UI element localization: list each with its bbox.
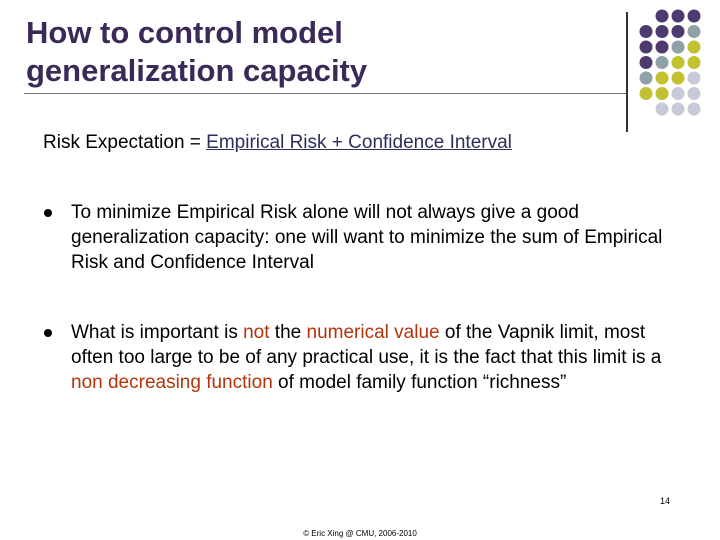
title-divider [24,93,628,94]
decorative-dot [688,10,701,23]
footer-text: © Eric Xing @ CMU, 2006-2010 [303,529,417,538]
decorative-dot [640,25,653,38]
bullet-2-part-5: of the Vapnik limit, most often too large to be of any practical use, it is the fact that this limit is a [71,322,662,368]
decorative-dot [656,103,669,116]
risk-equation-prefix: Risk Expectation = [43,132,207,153]
bullet-dot [44,209,52,217]
decorative-dot [656,87,669,100]
decorative-dot [688,87,701,100]
decorative-dot [672,56,685,69]
decorative-dot [656,56,669,69]
bullet-text-1: To minimize Empirical Risk alone will not always give a good generalization capacity: one will want to minimize the sum of Empirical Risk and Confidence Interval [71,202,663,273]
decorative-dot [688,103,701,116]
decorative-dot [672,10,685,23]
decorative-dot [672,25,685,38]
bullet-dot [44,329,52,337]
bullet-item-1 [44,200,664,275]
bullet-text-2 [71,320,664,395]
bullet-item-2 [44,320,664,395]
decorative-dot [672,41,685,54]
decorative-dot [640,56,653,69]
slide-title-line1: How to control model [26,15,343,50]
risk-equation [43,132,512,154]
slide-title [26,14,586,90]
decorative-dot [672,72,685,85]
bullet-2-highlight-numerical-value: numerical value [306,322,440,343]
decorative-dot [656,41,669,54]
decorative-dot [688,25,701,38]
vertical-divider [626,12,628,132]
slide-title-line2: generalization capacity [26,53,368,88]
decorative-dot [672,87,685,100]
decorative-dot [688,41,701,54]
bullet-2-part-1: What is important is [71,322,244,343]
decorative-dot [656,10,669,23]
decorative-dot [656,25,669,38]
decorative-dot [688,72,701,85]
bullet-2-highlight-not: not [243,322,270,343]
decorative-dot [640,72,653,85]
decorative-dot [640,87,653,100]
risk-equation-underlined: Empirical Risk + Confidence Interval [206,132,512,153]
decorative-dot [688,56,701,69]
bullet-2-highlight-non-decreasing: non decreasing function [71,372,273,393]
page-number: 14 [660,496,671,506]
decorative-dot [640,41,653,54]
bullet-2-part-7: of model family function “richness” [272,372,567,393]
bullet-2-part-3: the [269,322,307,343]
decorative-dot-grid [639,9,719,119]
decorative-dot [672,103,685,116]
footer-credit [0,529,720,538]
decorative-dot [656,72,669,85]
